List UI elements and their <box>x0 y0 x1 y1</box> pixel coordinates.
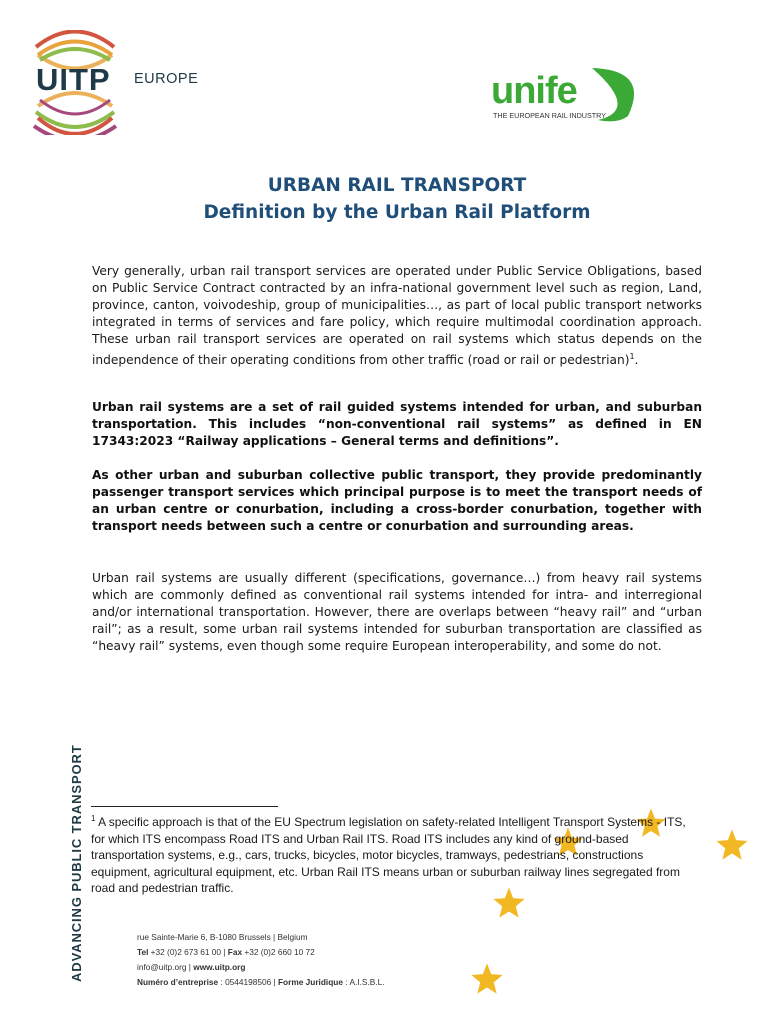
paragraph-definition: Urban rail systems are a set of rail guided systems intended for urban, and suburban transportation. This includes “non-conventional rail systems” as defined in EN 17343:2023 “Railway applications – General terms and definitions”. <box>92 400 702 448</box>
paragraph-purpose: As other urban and suburban collective public transport, they provide predominantly passenger transport services which principal purpose is to meet the transport needs of an urban centre or conurbation, including a cross-border conurbation, together with transport needs between such a centre or conurbation and surrounding areas. <box>92 468 702 533</box>
address-block <box>137 930 385 990</box>
document-title: URBAN RAIL TRANSPORT <box>267 175 527 196</box>
contact-line <box>137 960 385 975</box>
company-number-label: Numéro d’entreprise <box>137 977 219 987</box>
phone-fax-line <box>137 945 385 960</box>
legal-line <box>137 975 385 990</box>
paragraph-intro-end: . <box>634 353 639 368</box>
vertical-tagline: ADVANCING PUBLIC TRANSPORT <box>69 744 84 982</box>
footnote <box>91 811 703 897</box>
star-icon <box>715 828 749 862</box>
document-subtitle: Definition by the Urban Rail Platform <box>203 202 591 223</box>
paragraph-intro <box>92 263 702 369</box>
footnote-divider <box>91 806 278 807</box>
uitp-wordmark: UITP <box>36 62 111 97</box>
address-line: rue Sainte-Marie 6, B-1080 Brussels | Belgium <box>137 932 308 942</box>
tel-label: Tel <box>137 947 149 957</box>
uitp-europe-label: EUROPE <box>134 71 199 87</box>
fax-value: +32 (0)2 660 10 72 <box>242 947 315 957</box>
fax-label: Fax <box>227 947 243 957</box>
legal-form-label: Forme Juridique <box>277 977 343 987</box>
unife-wordmark: unife <box>491 70 577 112</box>
paragraph-heavy-rail: Urban rail systems are usually different (specifications, governance…) from heavy rail systems which are commonly defined as conventional rail systems intended for intra- and interregional and/or international transportation. However, there are overlaps between “heavy rail” and “urban rail”; as a result, some urban rail systems intended for suburban transportation are classified as “heavy rail” systems, even though some require European interoperability, and some do not. <box>92 571 702 653</box>
tel-value: +32 (0)2 673 61 00 | <box>148 947 228 957</box>
star-icon <box>470 962 504 996</box>
legal-form-value: : A.I.S.B.L. <box>343 977 385 987</box>
footnote-text: A specific approach is that of the EU Spectrum legislation on safety-related Intelligent Transport Systems - ITS, for which ITS encompass Road ITS and Urban Rail ITS. Road ITS includes any kind of ground-based transportation systems, e.g., cars, trucks, bicycles, motor bicycles, tramways, pedestrians, constructions equipment, agricultural equipment, etc. Urban Rail ITS means urban or suburban railway lines segregated from road and pedestrian traffic. <box>91 815 686 895</box>
website-link[interactable]: www.uitp.org <box>193 962 246 972</box>
company-number-value: : 0544198506 | <box>218 977 278 987</box>
footnote-reference: 1 <box>629 352 635 361</box>
unife-tagline: THE EUROPEAN RAIL INDUSTRY <box>493 111 607 120</box>
paragraph-intro-text: Very generally, urban rail transport services are operated under Public Service Obligations, based on Public Service Contract contracted by an infra-national government level such as region, Land, province, canton, voivodeship, group of municipalities…, as part of local public transport networks integrated in terms of services and fare policy, which require multimodal coordination approach. These urban rail transport services are operated on rail systems which status depends on the independence of their operating conditions from other traffic (road or rail or pedestrian) <box>92 264 702 368</box>
footnote-number: 1 <box>91 814 96 823</box>
email-link[interactable]: info@uitp.org | <box>137 962 194 972</box>
